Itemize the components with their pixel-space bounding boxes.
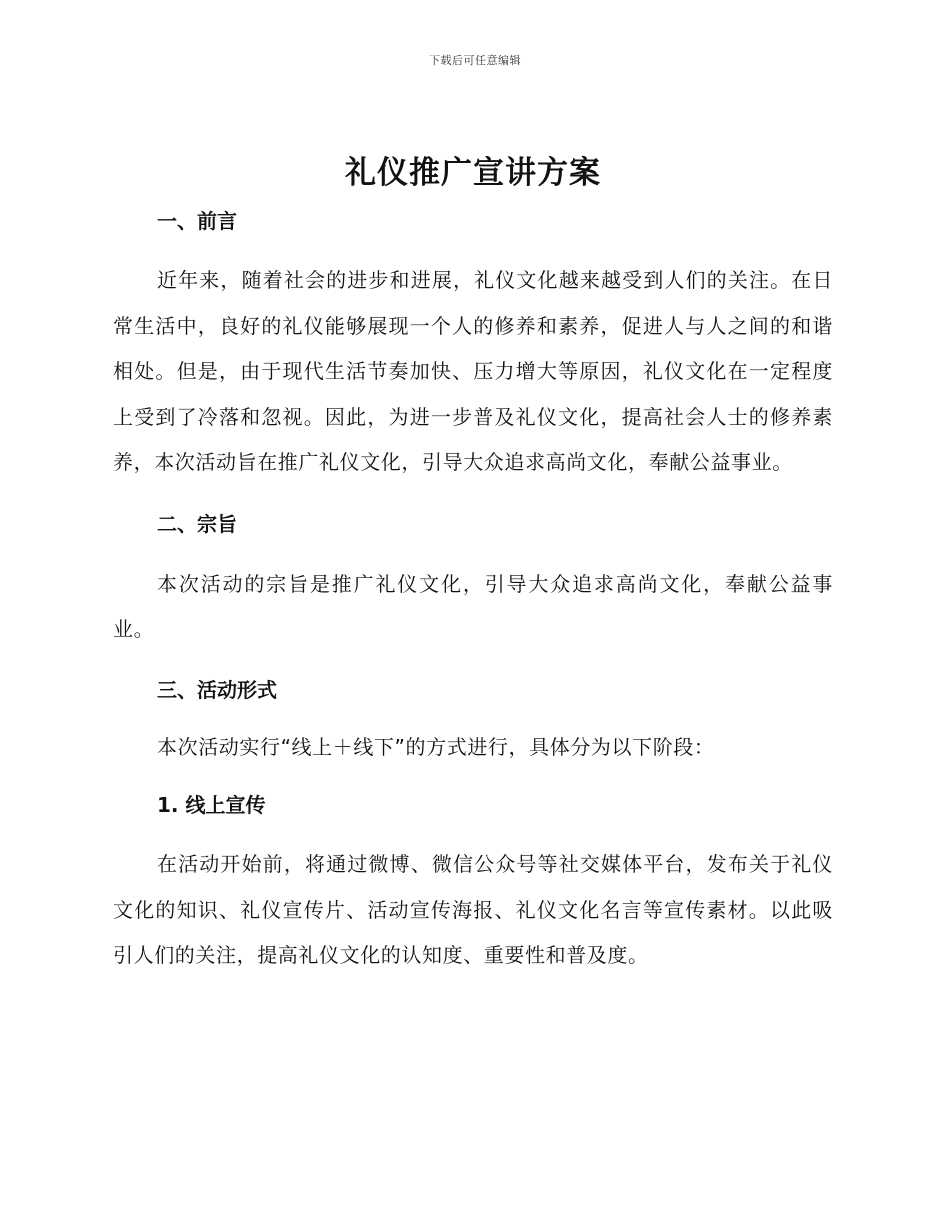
document-content [113,148,833,979]
section-body-preface: 近年来，随着社会的进步和进展，礼仪文化越来越受到人们的关注。在日常生活中，良好的礼仪能够展现一个人的修养和素养，促进人与人之间的和谐相处。但是，由于现代生活节奏加快、压力增大等原因，礼仪文化在一定程度上受到了冷落和忽视。因此，为进一步普及礼仪文化，提高社会人士的修养素养，本次活动旨在推广礼仪文化，引导大众追求高尚文化，奉献公益事业。 [113,268,833,474]
section-heading-purpose: 二、宗旨 [157,511,237,536]
subsection-body-online-promotion: 在活动开始前，将通过微博、微信公众号等社交媒体平台，发布关于礼仪文化的知识、礼仪宣传片、活动宣传海报、礼仪文化名言等宣传素材。以此吸引人们的关注，提高礼仪文化的认知度、重要性和普及度。 [113,852,833,967]
subsection-heading-online-promotion: 1. 线上宣传 [157,793,266,817]
section-body-purpose: 本次活动的宗旨是推广礼仪文化，引导大众追求高尚文化，奉献公益事业。 [113,571,833,641]
section-body-activity-format: 本次活动实行“线上＋线下”的方式进行，具体分为以下阶段： [157,734,715,759]
header-note: 下载后可任意编辑 [429,54,521,67]
document-title: 礼仪推广宣讲方案 [345,155,601,191]
section-heading-preface: 一、前言 [157,209,237,233]
section-heading-activity-format: 三、活动形式 [157,677,277,702]
